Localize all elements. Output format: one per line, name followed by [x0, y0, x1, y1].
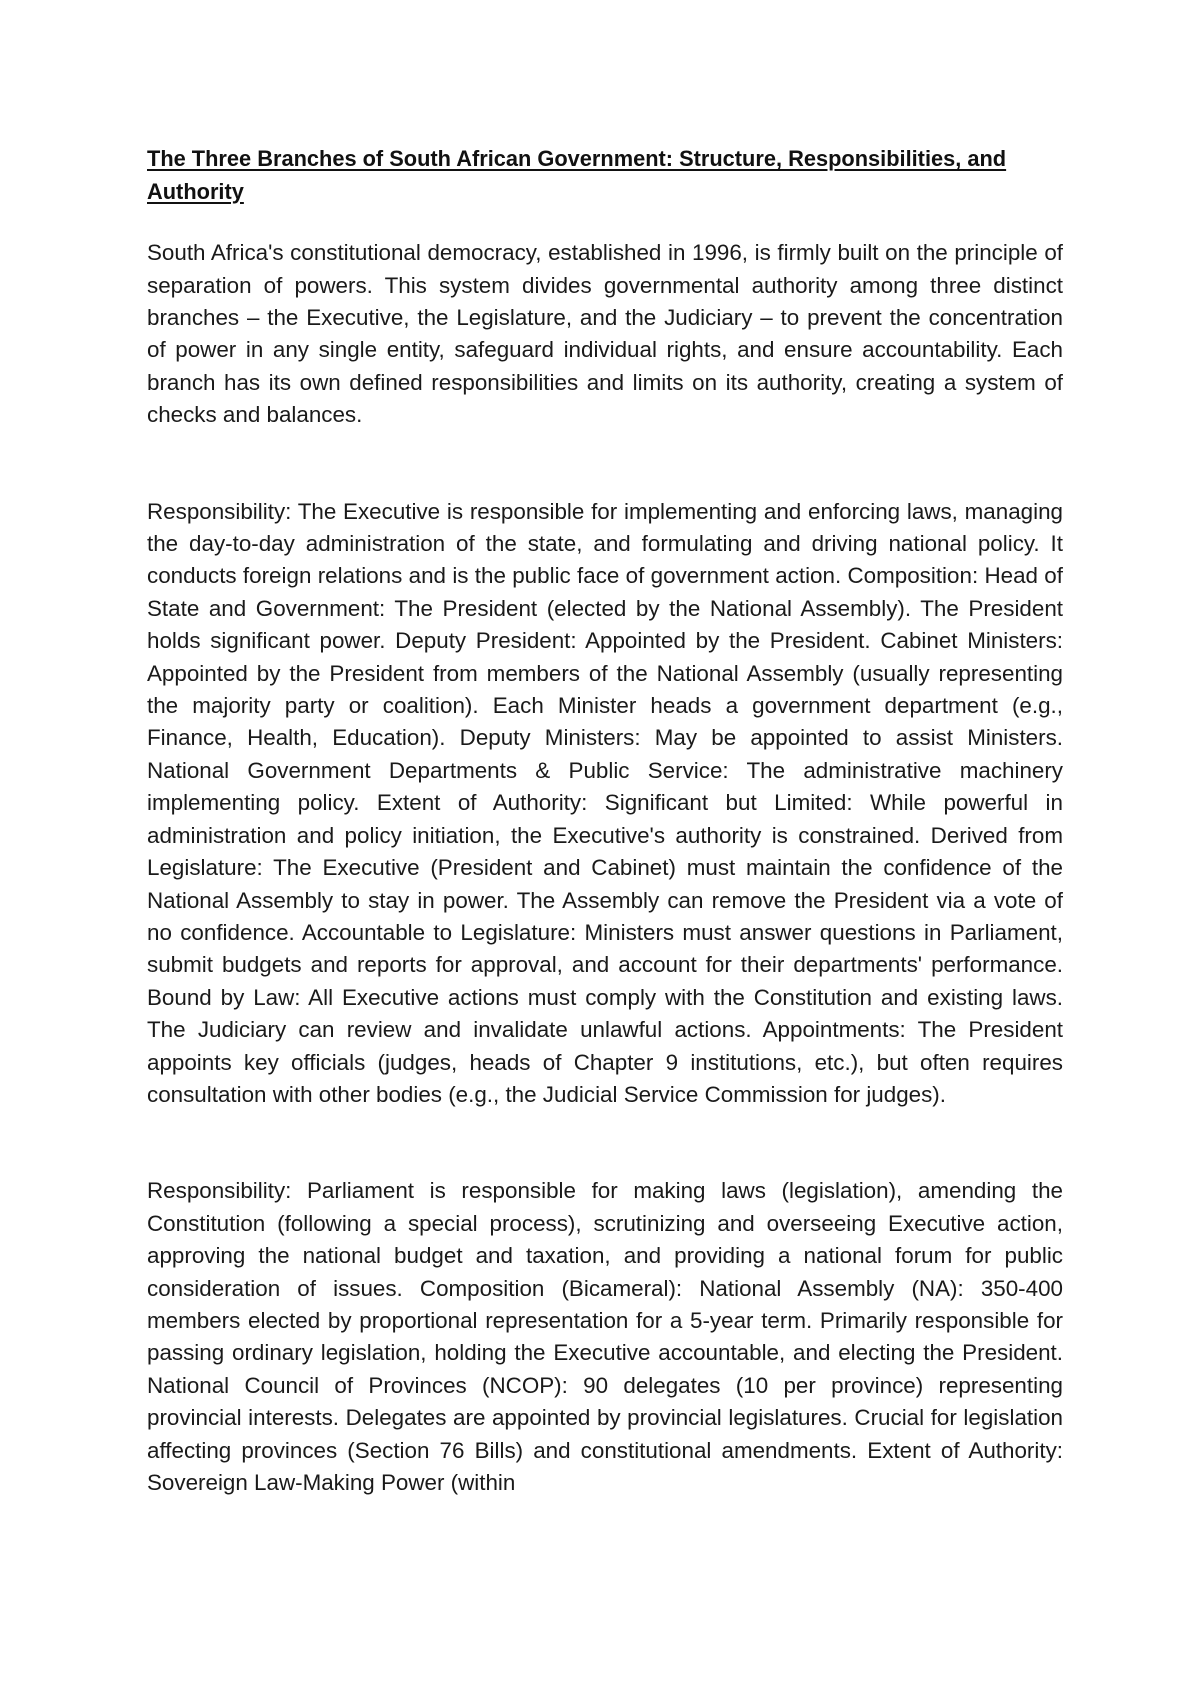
intro-paragraph: South Africa's constitutional democracy, established in 1996, is firmly built on the principle of separation of powers. This system divides governmental authority among three distinct branches – the Executive, the Legislature, and the Judiciary – to prevent the concentration of power in any single entity, safeguard individual rights, and ensure accountability. Each branch has its own defined responsibilities and limits on its authority, creating a system of checks and balances. [147, 240, 1063, 428]
legislature-paragraph: Responsibility: Parliament is responsible for making laws (legislation), amending the Constitution (following a special process), scrutinizing and overseeing Executive action, approving the national budget and taxation, and providing a national forum for public consideration of issues. Composition (Bicameral): National Assembly (NA): 350-400 members elected by proportional representation for a 5-year term. Primarily responsible for passing ordinary legislation, holding the Executive accountable, and electing the President. National Council of Provinces (NCOP): 90 delegates (10 per province) representing provincial interests. Delegates are appointed by provincial legislatures. Crucial for legislation affecting provinces (Section 76 Bills) and constitutional amendments. Extent of Authority: Sovereign Law-Making Power (within [147, 1178, 1063, 1495]
document-title: The Three Branches of South African Government: Structure, Responsibilities, and Authority [147, 146, 1007, 204]
document-body [147, 143, 1063, 1499]
executive-paragraph: Responsibility: The Executive is responsible for implementing and enforcing laws, managing the day-to-day administration of the state, and formulating and driving national policy. It conducts foreign relations and is the public face of government action. Composition: Head of State and Government: The President (elected by the National Assembly). The President holds significant power. Deputy President: Appointed by the President. Cabinet Ministers: Appointed by the President from members of the National Assembly (usually representing the majority party or coalition). Each Minister heads a government department (e.g., Finance, Health, Education). Deputy Ministers: May be appointed to assist Ministers. National Government Departments & Public Service: The administrative machinery implementing policy. Extent of Authority: Significant but Limited: While powerful in administration and policy initiation, the Executive's authority is constrained. Derived from Legislature: The Executive (President and Cabinet) must maintain the confidence of the National Assembly to stay in power. The Assembly can remove the President via a vote of no confidence. Accountable to Legislature: Ministers must answer questions in Parliament, submit budgets and reports for approval, and account for their departments' performance. Bound by Law: All Executive actions must comply with the Constitution and existing laws. The Judiciary can review and invalidate unlawful actions. Appointments: The President appoints key officials (judges, heads of Chapter 9 institutions, etc.), but often requires consultation with other bodies (e.g., the Judicial Service Commission for judges). [147, 498, 1063, 1107]
